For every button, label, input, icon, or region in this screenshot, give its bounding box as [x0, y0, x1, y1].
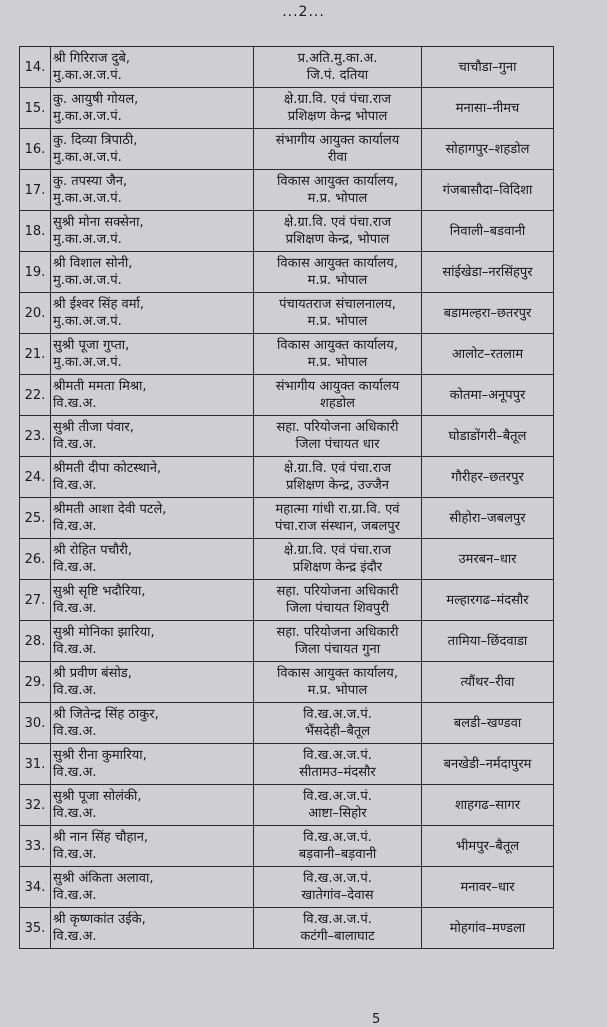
- posting-place-cell: [422, 498, 554, 539]
- current-office-line1: विकास आयुक्त कार्यालय,: [277, 174, 398, 189]
- serial-number: [20, 498, 51, 539]
- current-office-line2: भैंसदेही–बैतूल: [304, 724, 371, 739]
- posting-place: मल्हारगढ–मंदसौर: [446, 592, 529, 608]
- table-row: [20, 498, 554, 539]
- officer-name-cell: [51, 88, 254, 129]
- officer-designation: वि.ख.अ.: [53, 560, 97, 575]
- officer-name-cell: [51, 539, 254, 580]
- current-office-cell: [254, 826, 422, 867]
- posting-place: त्यौंथर–रीवा: [460, 674, 515, 690]
- current-office-line1: प्र.अति.मु.का.अ.: [297, 51, 378, 66]
- officer-name-cell: [51, 457, 254, 498]
- table-row: [20, 293, 554, 334]
- posting-place-cell: [422, 129, 554, 170]
- posting-place-cell: [422, 457, 554, 498]
- serial-number: [20, 88, 51, 129]
- current-office-line2: सीतामउ–मंदसौर: [299, 765, 376, 780]
- current-office-line1: संभागीय आयुक्त कार्यालय: [275, 379, 400, 394]
- serial-number-text: 19.: [24, 264, 46, 280]
- current-office-cell: [254, 621, 422, 662]
- officer-name: श्री जितेन्द्र सिंह ठाकुर,: [53, 707, 159, 722]
- current-office-line2: म.प्र. भोपाल: [307, 314, 368, 329]
- serial-number-text: 32.: [24, 797, 46, 813]
- serial-number-text: 15.: [24, 100, 46, 116]
- officer-name: श्री विशाल सोनी,: [53, 256, 133, 271]
- officer-name: सुश्री पूजा गुप्ता,: [53, 338, 130, 353]
- current-office-line2: बड़वानी–बड़वानी: [298, 847, 377, 862]
- table-row: [20, 129, 554, 170]
- serial-number: [20, 293, 51, 334]
- posting-place-cell: [422, 580, 554, 621]
- current-office-line2: प्रशिक्षण केन्द्र, उज्जैन: [285, 478, 390, 493]
- posting-place-cell: [422, 211, 554, 252]
- posting-place: मनासा–नीमच: [455, 100, 520, 116]
- table-row: [20, 457, 554, 498]
- posting-place: गंजबासौदा–विदिशा: [442, 182, 533, 198]
- posting-place-cell: [422, 908, 554, 949]
- officer-name: श्री कृष्णकांत उईके,: [53, 912, 146, 927]
- officer-name: श्री नान सिंह चौहान,: [53, 830, 149, 845]
- officer-designation: वि.ख.अ.: [53, 724, 97, 739]
- posting-place-cell: [422, 293, 554, 334]
- current-office-line2: खातेगांव–देवास: [301, 888, 374, 903]
- table-row: [20, 744, 554, 785]
- officer-name-cell: [51, 580, 254, 621]
- serial-number-text: 21.: [24, 346, 46, 362]
- serial-number: [20, 457, 51, 498]
- officer-designation: वि.ख.अ.: [53, 642, 97, 657]
- table-row: [20, 47, 554, 88]
- serial-number-text: 23.: [24, 428, 46, 444]
- posting-place-cell: [422, 334, 554, 375]
- serial-number: [20, 416, 51, 457]
- table-row: [20, 252, 554, 293]
- officer-name-cell: [51, 744, 254, 785]
- current-office-line1: महात्मा गांधी रा.ग्रा.वि. एवं: [275, 502, 400, 517]
- serial-number: [20, 703, 51, 744]
- current-office-line1: वि.ख.अ.ज.पं.: [303, 912, 372, 927]
- current-office-line1: वि.ख.अ.ज.पं.: [303, 830, 372, 845]
- officer-designation: मु.का.अ.ज.पं.: [53, 273, 122, 288]
- current-office-line2: म.प्र. भोपाल: [307, 273, 368, 288]
- serial-number-text: 26.: [24, 551, 46, 567]
- current-office-cell: [254, 785, 422, 826]
- officer-designation: वि.ख.अ.: [53, 601, 97, 616]
- current-office-line2: म.प्र. भोपाल: [307, 191, 368, 206]
- serial-number-text: 28.: [24, 633, 46, 649]
- current-office-line2: म.प्र. भोपाल: [307, 683, 368, 698]
- officer-name-cell: [51, 293, 254, 334]
- posting-place-cell: [422, 375, 554, 416]
- current-office-line2: प्रशिक्षण केन्द्र भोपाल: [287, 109, 388, 124]
- serial-number-text: 30.: [24, 715, 46, 731]
- serial-number-text: 24.: [24, 469, 46, 485]
- posting-place-cell: [422, 539, 554, 580]
- serial-number: [20, 744, 51, 785]
- officer-name-cell: [51, 334, 254, 375]
- posting-place: कोतमा–अनूपपुर: [449, 387, 526, 403]
- current-office-line1: सहा. परियोजना अधिकारी: [276, 625, 399, 640]
- current-office-line2: जिला पंचायत शिवपुरी: [286, 601, 389, 616]
- current-office-line1: क्षे.ग्रा.वि. एवं पंचा.राज: [283, 543, 392, 558]
- officer-designation: वि.ख.अ.: [53, 847, 97, 862]
- posting-place: बडामल्हरा–छतरपुर: [443, 305, 532, 321]
- serial-number: [20, 334, 51, 375]
- current-office-cell: [254, 498, 422, 539]
- posting-place: आलोट–रतलाम: [451, 346, 524, 362]
- serial-number: [20, 785, 51, 826]
- officer-designation: वि.ख.अ.: [53, 888, 97, 903]
- current-office-cell: [254, 211, 422, 252]
- footer-mark: 5: [372, 1012, 381, 1027]
- table-row: [20, 375, 554, 416]
- officer-name-cell: [51, 662, 254, 703]
- table-row: [20, 662, 554, 703]
- current-office-line1: विकास आयुक्त कार्यालय,: [277, 338, 398, 353]
- serial-number: [20, 129, 51, 170]
- table-row: [20, 621, 554, 662]
- current-office-line1: क्षे.ग्रा.वि. एवं पंचा.राज: [283, 215, 392, 230]
- posting-place-cell: [422, 416, 554, 457]
- officer-designation: वि.ख.अ.: [53, 478, 97, 493]
- posting-place: सांईखेडा–नरसिंहपुर: [442, 264, 533, 280]
- officer-name: सुश्री सृष्टि भदौरिया,: [53, 584, 146, 599]
- serial-number-text: 35.: [24, 920, 46, 936]
- current-office-cell: [254, 908, 422, 949]
- current-office-cell: [254, 293, 422, 334]
- table-row: [20, 334, 554, 375]
- posting-place-cell: [422, 252, 554, 293]
- current-office-line1: विकास आयुक्त कार्यालय,: [277, 666, 398, 681]
- posting-place: चाचौडा–गुना: [458, 59, 517, 75]
- officer-name: श्री प्रवीण बंसोड,: [53, 666, 132, 681]
- serial-number: [20, 867, 51, 908]
- posting-place-cell: [422, 88, 554, 129]
- officer-designation: मु.का.अ.ज.पं.: [53, 355, 122, 370]
- posting-place: बलडी–खण्डवा: [453, 715, 522, 731]
- transfer-list-table: [19, 46, 554, 949]
- officer-name: कु. तपस्या जैन,: [53, 174, 128, 189]
- posting-place: बनखेडी–नर्मदापुरम: [443, 756, 532, 772]
- current-office-line2: रीवा: [327, 150, 348, 165]
- posting-place-cell: [422, 621, 554, 662]
- serial-number: [20, 211, 51, 252]
- officer-name-cell: [51, 908, 254, 949]
- officer-name: श्री ईश्वर सिंह वर्मा,: [53, 297, 144, 312]
- table-row: [20, 170, 554, 211]
- officer-name-cell: [51, 416, 254, 457]
- current-office-line2: जिला पंचायत धार: [295, 437, 380, 452]
- serial-number-text: 25.: [24, 510, 46, 526]
- officer-name: श्रीमती आशा देवी पटले,: [53, 502, 167, 517]
- officer-name-cell: [51, 867, 254, 908]
- officer-designation: मु.का.अ.ज.पं.: [53, 68, 122, 83]
- officer-name: कु. दिव्या त्रिपाठी,: [53, 133, 138, 148]
- posting-place-cell: [422, 703, 554, 744]
- current-office-cell: [254, 703, 422, 744]
- officer-name: श्री रोहित पचौरी,: [53, 543, 133, 558]
- officer-name-cell: [51, 211, 254, 252]
- officer-name-cell: [51, 703, 254, 744]
- current-office-cell: [254, 334, 422, 375]
- officer-designation: वि.ख.अ.: [53, 765, 97, 780]
- current-office-line1: पंचायतराज संचालनालय,: [279, 297, 396, 312]
- current-office-cell: [254, 47, 422, 88]
- officer-designation: वि.ख.अ.: [53, 929, 97, 944]
- current-office-cell: [254, 129, 422, 170]
- current-office-line1: क्षे.ग्रा.वि. एवं पंचा.राज: [283, 92, 392, 107]
- officer-name: सुश्री मोनिका झारिया,: [53, 625, 155, 640]
- serial-number-text: 14.: [24, 59, 46, 75]
- posting-place: मनावर–धार: [460, 879, 515, 895]
- serial-number-text: 29.: [24, 674, 46, 690]
- posting-place: सोहागपुर–शहडोल: [445, 141, 530, 157]
- current-office-cell: [254, 744, 422, 785]
- officer-name-cell: [51, 252, 254, 293]
- posting-place: उमरबन–धार: [458, 551, 517, 567]
- current-office-line2: आष्टा–सिहोर: [308, 806, 367, 821]
- table-row: [20, 703, 554, 744]
- officer-designation: मु.का.अ.ज.पं.: [53, 314, 122, 329]
- current-office-line2: जि.पं. दतिया: [306, 68, 369, 83]
- officer-designation: वि.ख.अ.: [53, 396, 97, 411]
- officer-name: श्रीमती ममता मिश्रा,: [53, 379, 147, 394]
- serial-number: [20, 47, 51, 88]
- officer-designation: वि.ख.अ.: [53, 437, 97, 452]
- current-office-line1: वि.ख.अ.ज.पं.: [303, 871, 372, 886]
- posting-place: निवाली–बडवानी: [449, 223, 526, 239]
- serial-number-text: 20.: [24, 305, 46, 321]
- current-office-cell: [254, 375, 422, 416]
- posting-place: भीमपुर–बैतूल: [455, 838, 520, 854]
- serial-number: [20, 908, 51, 949]
- posting-place-cell: [422, 47, 554, 88]
- serial-number: [20, 539, 51, 580]
- serial-number-text: 34.: [24, 879, 46, 895]
- officer-name: सुश्री तीजा पंवार,: [53, 420, 134, 435]
- current-office-cell: [254, 539, 422, 580]
- current-office-cell: [254, 580, 422, 621]
- current-office-line2: म.प्र. भोपाल: [307, 355, 368, 370]
- serial-number: [20, 580, 51, 621]
- officer-name: सुश्री पूजा सोलंकी,: [53, 789, 142, 804]
- officer-designation: मु.का.अ.ज.पं.: [53, 191, 122, 206]
- officer-designation: वि.ख.अ.: [53, 519, 97, 534]
- table-row: [20, 416, 554, 457]
- officer-designation: मु.का.अ.ज.पं.: [53, 150, 122, 165]
- posting-place-cell: [422, 826, 554, 867]
- posting-place: शाहगढ–सागर: [454, 797, 521, 813]
- posting-place-cell: [422, 744, 554, 785]
- posting-place-cell: [422, 662, 554, 703]
- current-office-line1: वि.ख.अ.ज.पं.: [303, 748, 372, 763]
- current-office-line1: संभागीय आयुक्त कार्यालय: [275, 133, 400, 148]
- current-office-line1: सहा. परियोजना अधिकारी: [276, 420, 399, 435]
- table-row: [20, 580, 554, 621]
- officer-designation: मु.का.अ.ज.पं.: [53, 232, 122, 247]
- current-office-line1: सहा. परियोजना अधिकारी: [276, 584, 399, 599]
- officer-name: श्रीमती दीपा कोटस्थाने,: [53, 461, 162, 476]
- current-office-line1: वि.ख.अ.ज.पं.: [303, 707, 372, 722]
- table-row: [20, 867, 554, 908]
- officer-designation: मु.का.अ.ज.पं.: [53, 109, 122, 124]
- officer-name-cell: [51, 498, 254, 539]
- serial-number-text: 31.: [24, 756, 46, 772]
- current-office-line1: विकास आयुक्त कार्यालय,: [277, 256, 398, 271]
- current-office-cell: [254, 88, 422, 129]
- page-number: ...2...: [282, 4, 325, 20]
- officer-name: सुश्री अंकिता अलावा,: [53, 871, 154, 886]
- posting-place: मोहगांव–मण्डला: [449, 920, 526, 936]
- serial-number-text: 16.: [24, 141, 46, 157]
- serial-number-text: 17.: [24, 182, 46, 198]
- current-office-line2: प्रशिक्षण केन्द्र इंदौर: [292, 560, 383, 575]
- officer-name-cell: [51, 170, 254, 211]
- table-row: [20, 908, 554, 949]
- posting-place-cell: [422, 170, 554, 211]
- serial-number: [20, 170, 51, 211]
- officer-name-cell: [51, 47, 254, 88]
- posting-place: तामिया–छिंदवाडा: [447, 633, 528, 649]
- table-body: [20, 47, 554, 949]
- posting-place: गौरीहर–छतरपुर: [451, 469, 524, 485]
- serial-number: [20, 662, 51, 703]
- current-office-cell: [254, 867, 422, 908]
- posting-place-cell: [422, 867, 554, 908]
- serial-number-text: 18.: [24, 223, 46, 239]
- serial-number: [20, 826, 51, 867]
- table-row: [20, 211, 554, 252]
- current-office-line1: क्षे.ग्रा.वि. एवं पंचा.राज: [283, 461, 392, 476]
- current-office-line2: कटंगी–बालाघाट: [300, 929, 375, 944]
- table-row: [20, 826, 554, 867]
- current-office-line1: वि.ख.अ.ज.पं.: [303, 789, 372, 804]
- current-office-cell: [254, 252, 422, 293]
- serial-number: [20, 252, 51, 293]
- serial-number-text: 22.: [24, 387, 46, 403]
- officer-name-cell: [51, 129, 254, 170]
- current-office-cell: [254, 170, 422, 211]
- current-office-cell: [254, 457, 422, 498]
- officer-name-cell: [51, 375, 254, 416]
- officer-name-cell: [51, 621, 254, 662]
- current-office-line2: शहडोल: [320, 396, 355, 411]
- serial-number-text: 33.: [24, 838, 46, 854]
- officer-name: श्री गिरिराज दुबे,: [53, 51, 130, 66]
- serial-number-text: 27.: [24, 592, 46, 608]
- officer-name-cell: [51, 826, 254, 867]
- posting-place: घोडाडोंगरी–बैतूल: [448, 428, 527, 444]
- current-office-line2: पंचा.राज संस्थान, जबलपुर: [275, 519, 400, 534]
- officer-designation: वि.ख.अ.: [53, 683, 97, 698]
- officer-designation: वि.ख.अ.: [53, 806, 97, 821]
- serial-number: [20, 375, 51, 416]
- table-row: [20, 785, 554, 826]
- table-row: [20, 88, 554, 129]
- officer-name: सुश्री मोना सक्सेना,: [53, 215, 144, 230]
- officer-name: सुश्री रीना कुमारिया,: [53, 748, 147, 763]
- serial-number: [20, 621, 51, 662]
- current-office-line2: जिला पंचायत गुना: [294, 642, 381, 657]
- posting-place: सीहोरा–जबलपुर: [449, 510, 526, 526]
- officer-name-cell: [51, 785, 254, 826]
- posting-place-cell: [422, 785, 554, 826]
- current-office-line2: प्रशिक्षण केन्द्र, भोपाल: [285, 232, 390, 247]
- current-office-cell: [254, 416, 422, 457]
- current-office-cell: [254, 662, 422, 703]
- officer-name: कु. आयुषी गोयल,: [53, 92, 139, 107]
- table-row: [20, 539, 554, 580]
